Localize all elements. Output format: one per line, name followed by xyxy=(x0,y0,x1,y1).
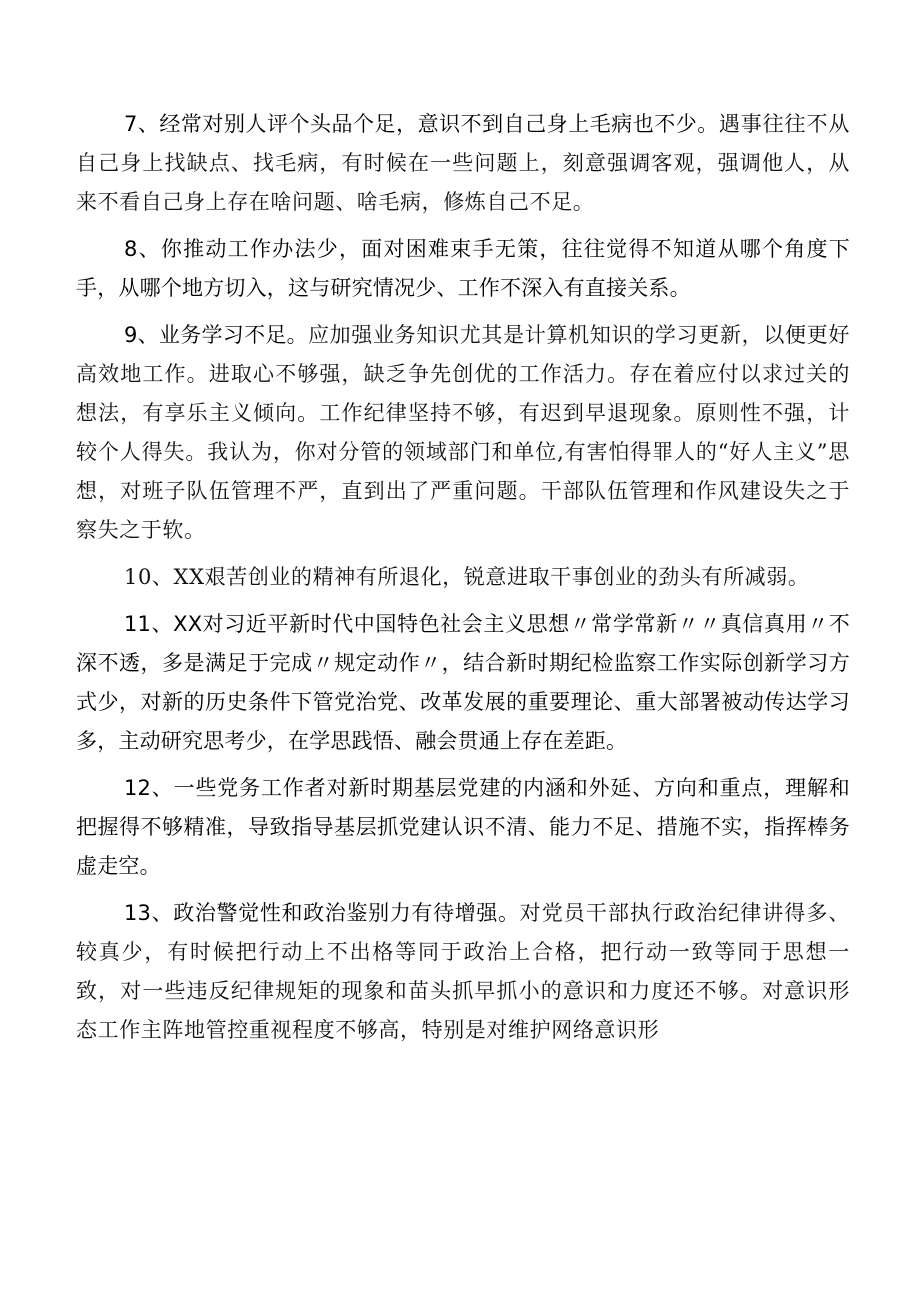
paragraph-11 xyxy=(76,605,850,761)
paragraph-10 xyxy=(76,558,850,597)
paragraph-12 xyxy=(76,769,850,886)
paragraph-10-body: 10、XX艰苦创业的精神有所退化，锐意进取干事创业的劲头有所减弱。 xyxy=(124,565,810,589)
paragraph-7-body: 遇事往往不从自己身上找缺点、找毛病，有时候在一些问题上，刻意强调客观，强调他人，从来不看自己身上存在啥问题、啥毛病，修炼自己不足。 xyxy=(76,112,850,214)
paragraph-9-lead: 9、业务学习不足。 xyxy=(124,323,308,347)
paragraph-7-lead: 7、经常对别人评个头品个足，意识不到自己身上毛病也不少。 xyxy=(124,112,719,136)
paragraph-7 xyxy=(76,105,850,222)
paragraph-11-lead: 11、XX对习近平新时代中国特色社会主义思想〃常学常新〃〃真信真用〃不深不透，多是满足于完成〃规定动作〃，结合新时期纪检监察工作实际创新学习方式少，对新的历史条件下管党治党、改革发展的重要理论、重大部署被动传达学习多，主动研究思考少，在学思践悟、融会贯通上存在差距。 xyxy=(76,612,850,753)
paragraph-13-lead: 13、政治警觉性和政治鉴别力有待增强。 xyxy=(124,901,520,925)
paragraph-8 xyxy=(76,230,850,308)
document-page xyxy=(76,105,850,1050)
paragraph-8-lead: 8、你推动工作办法少，面对困难束手无策，往往觉得不知道从哪个角度下手，从哪个地方切入，这与研究情况少、工作不深入有直接关系。 xyxy=(76,237,850,300)
paragraph-9 xyxy=(76,316,850,550)
paragraph-13-body: 对党员干部执行政治纪律讲得多、较真少，有时候把行动上不出格等同于政治上合格，把行动一致等同于思想一致，对一些违反纪律规矩的现象和苗头抓早抓小的意识和力度还不够。对意识形态工作主阵地管控重视程度不够高，特别是对维护网络意识形 xyxy=(76,901,851,1042)
paragraph-13 xyxy=(76,894,850,1050)
paragraph-9-body: 应加强业务知识尤其是计算机知识的学习更新，以便更好高效地工作。进取心不够强，缺乏争先创优的工作活力。存在着应付以求过关的想法，有享乐主义倾向。工作纪律坚持不够，有迟到早退现象。原则性不强，计较个人得失。我认为，你对分管的领域部门和单位,有害怕得罪人的“好人主义”思想，对班子队伍管理不严，直到出了严重问题。干部队伍管理和作风建设失之于察失之于软。 xyxy=(76,323,850,542)
paragraph-12-lead: 12、一些党务工作者对新时期基层党建的内涵和外延、方向和重点，理解和把握得不够精准，导致指导基层抓党建认识不清、能力不足、措施不实，指挥棒务虚走空。 xyxy=(76,776,850,878)
